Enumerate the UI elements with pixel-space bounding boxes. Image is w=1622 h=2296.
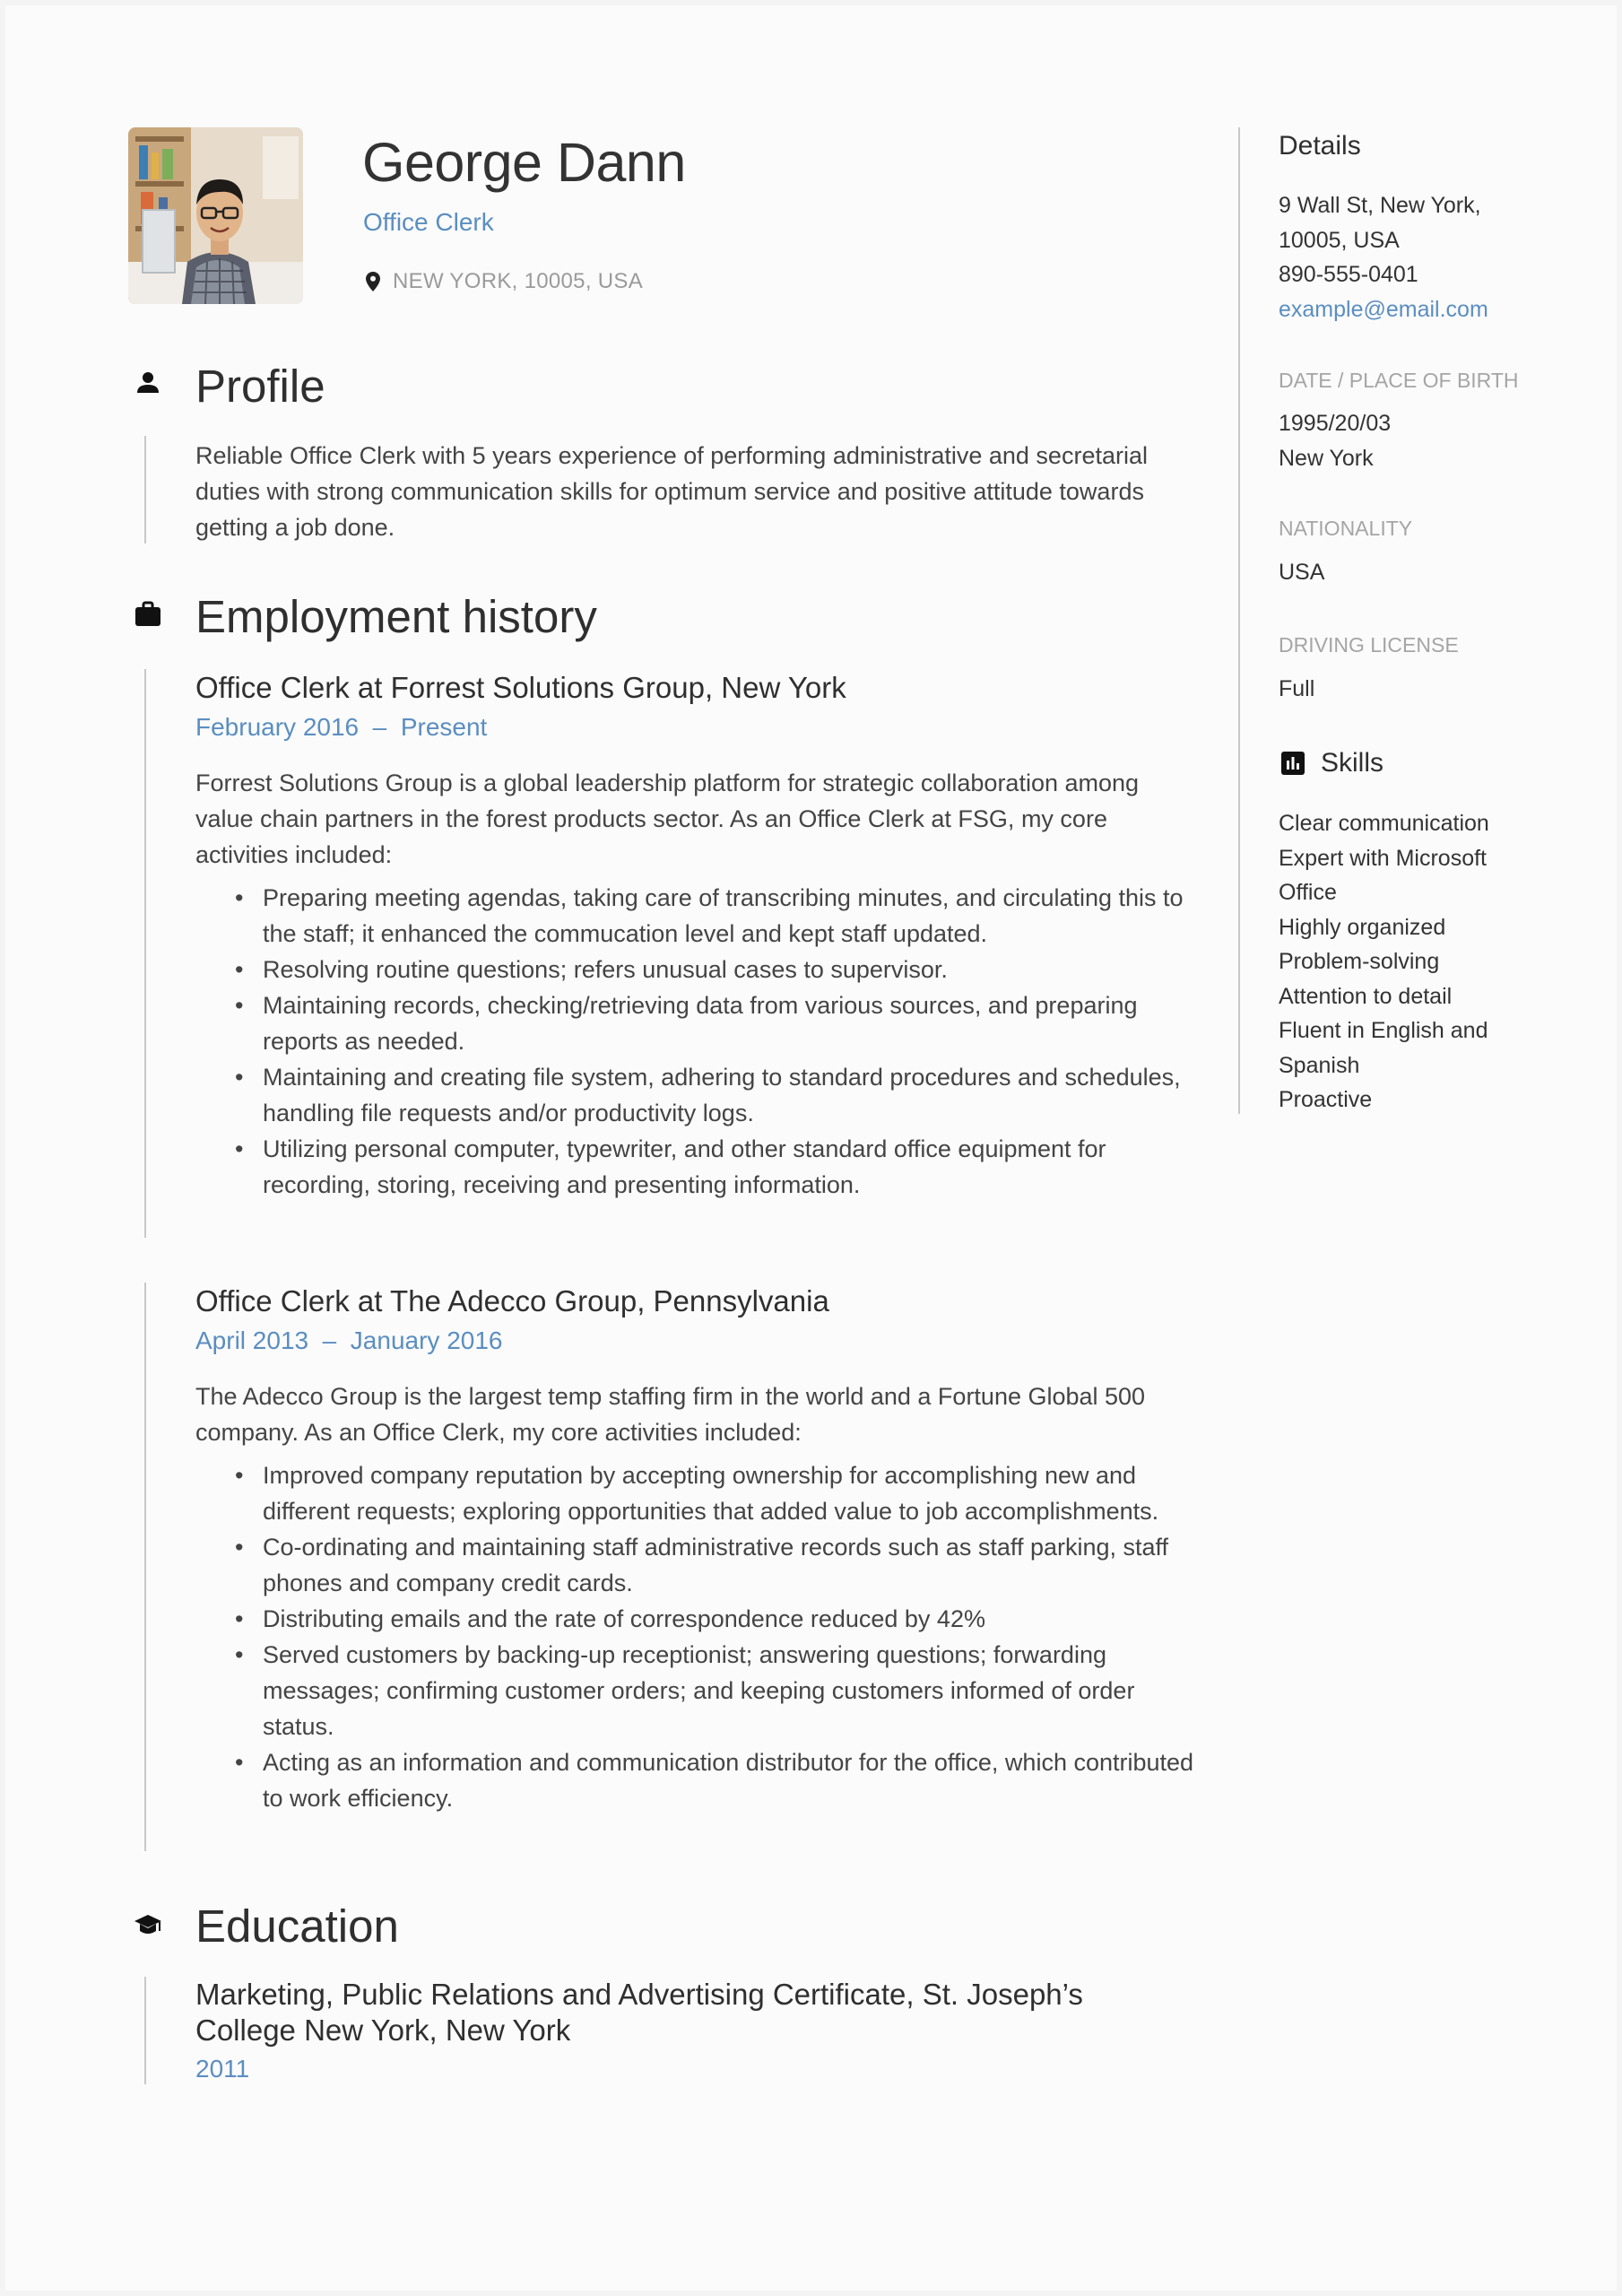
birth-info [1279, 406, 1391, 475]
job-2-end: January 2016 [350, 1326, 503, 1354]
skills-heading: Skills [1321, 748, 1384, 778]
candidate-title: Office Clerk [363, 208, 494, 236]
list-item: • Co-ordinating and maintaining staff administrative records such as staff parking, staff phones and company credit cards. [195, 1529, 1200, 1601]
date-separator: – [315, 1326, 344, 1354]
location-pin-icon [366, 272, 380, 291]
job-1-start: February 2016 [195, 713, 360, 741]
skill-line: Expert with Microsoft [1279, 845, 1488, 871]
education-divider [144, 1977, 146, 2084]
sidebar-divider [1238, 127, 1240, 1114]
graduation-cap-icon [133, 1909, 163, 1940]
job-1-bullets [195, 880, 1218, 1203]
birth-place: New York [1279, 445, 1374, 471]
degree-year: 2011 [195, 2055, 250, 2083]
skill-line: Spanish [1279, 1052, 1360, 1078]
person-icon [133, 369, 163, 399]
phone-number: 890-555-0401 [1279, 262, 1418, 287]
degree-line-2: College New York, New York [195, 2013, 571, 2047]
job-2-dates [195, 1326, 502, 1355]
list-item: • Maintaining records, checking/retrieving data from various sources, and preparing reports as needed. [195, 987, 1218, 1059]
skill-line: Problem-solving [1279, 949, 1440, 974]
nationality-value: USA [1279, 560, 1325, 585]
details-heading: Details [1279, 131, 1361, 161]
skill-line: Proactive [1279, 1087, 1373, 1112]
address-line-1: 9 Wall St, New York, [1279, 193, 1481, 218]
resume-page [5, 5, 1617, 2291]
job-1-dates [195, 713, 487, 742]
license-value: Full [1279, 676, 1315, 701]
job-2-divider [144, 1283, 146, 1851]
skill-line: Fluent in English and [1279, 1018, 1488, 1043]
list-item: • Distributing emails and the rate of correspondence reduced by 42% [195, 1601, 1200, 1637]
skill-line: Clear communication [1279, 811, 1489, 836]
job-2-start: April 2013 [195, 1326, 309, 1354]
job-2-intro: The Adecco Group is the largest temp staffing firm in the world and a Fortune Global 500 company. As an Office Clerk, my core activities included: [195, 1383, 1146, 1446]
nationality-label: NATIONALITY [1279, 517, 1413, 540]
list-item: • Utilizing personal computer, typewriter, and other standard office equipment for recording, storing, receiving and presenting information. [195, 1131, 1218, 1203]
skill-line: Office [1279, 880, 1337, 905]
profile-text: Reliable Office Clerk with 5 years experience of performing administrative and secretarial duties with strong communication skills for optimum service and positive attitude towards getting a job done. [195, 442, 1148, 541]
degree-line-1: Marketing, Public Relations and Advertising Certificate, St. Joseph’s [195, 1978, 1083, 2011]
list-item: • Resolving routine questions; refers unusual cases to supervisor. [195, 952, 1218, 987]
location-line [366, 269, 643, 294]
license-label: DRIVING LICENSE [1279, 633, 1459, 657]
list-item: • Acting as an information and communication distributor for the office, which contributed to work efficiency. [195, 1744, 1200, 1816]
briefcase-icon [133, 599, 163, 630]
job-1-end: Present [400, 713, 488, 741]
profile-photo [128, 127, 303, 304]
job-1-intro: Forrest Solutions Group is a global leadership platform for strategic collaboration among value chain partners in the forest products sector. As an Office Clerk at FSG, my core activities included: [195, 770, 1140, 868]
education-heading: Education [195, 1900, 399, 1952]
list-item: • Improved company reputation by accepting ownership for accomplishing new and different requests; exploring opportunities that added value to job accomplishments. [195, 1457, 1200, 1529]
list-item: • Preparing meeting agendas, taking care of transcribing minutes, and circulating this to the staff; it enhanced the commucation level and kept staff updated. [195, 880, 1218, 952]
list-item: • Maintaining and creating file system, adhering to standard procedures and schedules, handling file requests and/or productivity logs. [195, 1059, 1218, 1131]
skill-line: Attention to detail [1279, 983, 1453, 1009]
details-address [1279, 188, 1488, 326]
location-text: NEW YORK, 10005, USA [393, 269, 643, 293]
job-2-bullets [195, 1457, 1200, 1816]
address-line-2: 10005, USA [1279, 227, 1400, 253]
job-1-title: Office Clerk at Forrest Solutions Group, New York [195, 671, 846, 704]
profile-heading: Profile [195, 361, 325, 412]
birth-label: DATE / PLACE OF BIRTH [1279, 369, 1519, 392]
bar-chart-icon [1281, 752, 1305, 775]
job-1-divider [144, 669, 146, 1238]
list-item: • Served customers by backing-up receptionist; answering questions; forwarding messages; confirming customer orders; and keeping customers informed of order status. [195, 1637, 1200, 1744]
employment-heading: Employment history [195, 591, 597, 642]
profile-divider [144, 436, 146, 544]
skill-line: Highly organized [1279, 914, 1446, 940]
candidate-name: George Dann [362, 132, 686, 193]
job-2-title: Office Clerk at The Adecco Group, Pennsylvania [195, 1284, 829, 1318]
email-link[interactable]: example@email.com [1279, 296, 1488, 322]
date-separator: – [365, 713, 395, 741]
skills-list [1279, 806, 1489, 1118]
birth-date: 1995/20/03 [1279, 411, 1392, 436]
skills-header [1281, 748, 1383, 778]
